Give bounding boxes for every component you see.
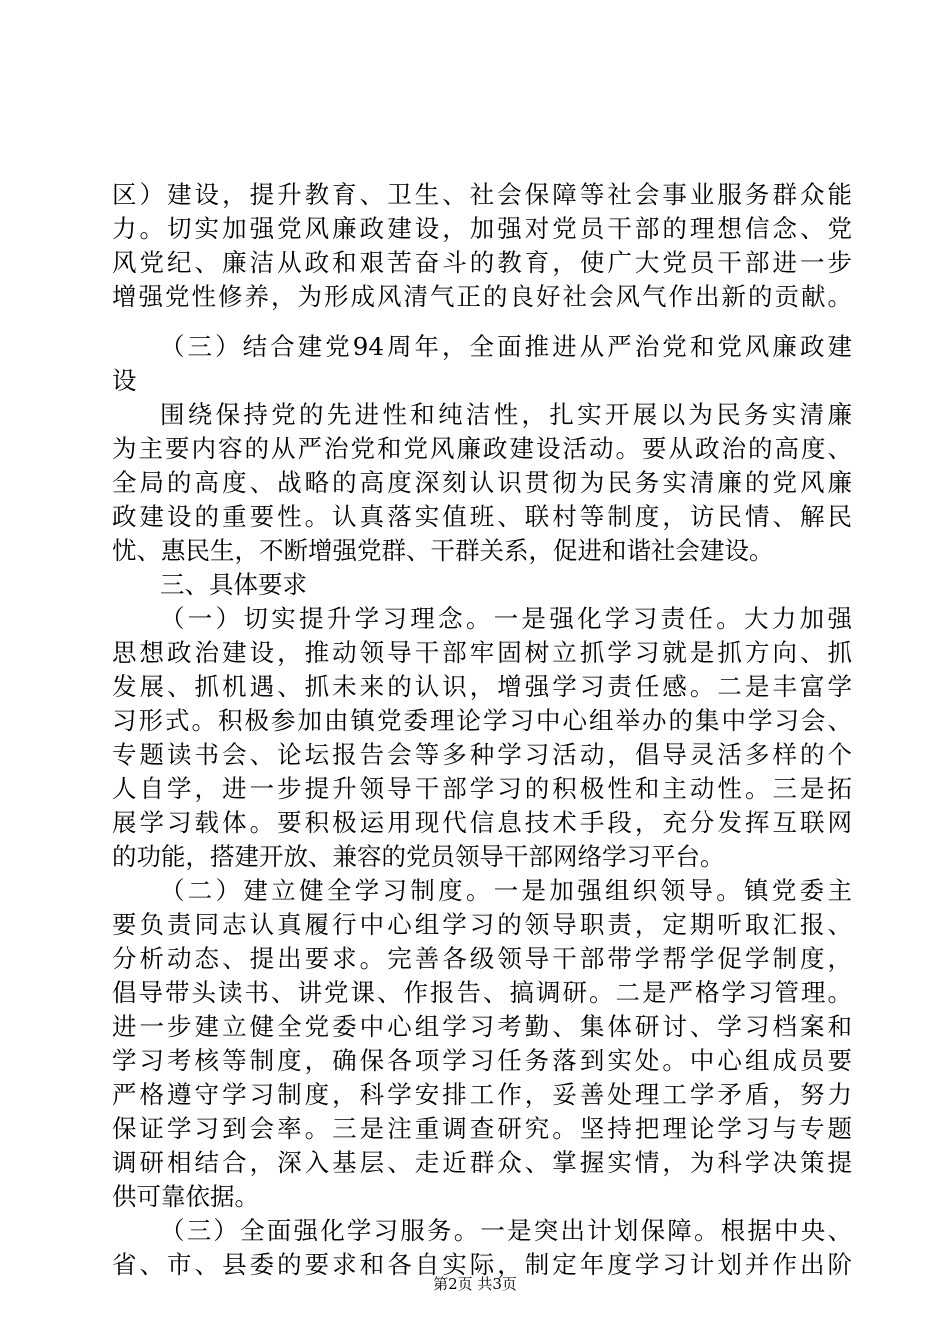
section-heading-continued: 设: [112, 366, 137, 395]
text-line: （一）切实提升学习理念。一是强化学习责任。大力加强: [160, 604, 852, 633]
text-line: 倡导带头读书、讲党课、作报告、搞调研。二是严格学习管理。: [112, 978, 852, 1007]
text-line: 进一步建立健全党委中心组学习考勤、集体研讨、学习档案和: [112, 1012, 852, 1041]
text-line: 风党纪、廉洁从政和艰苦奋斗的教育，使广大党员干部进一步: [112, 248, 852, 277]
text-line: 围绕保持党的先进性和纯洁性，扎实开展以为民务实清廉: [160, 400, 852, 429]
page-number-footer: 第2页 共3页: [433, 1275, 517, 1293]
text-line: 区）建设，提升教育、卫生、社会保障等社会事业服务群众能: [112, 180, 852, 209]
text-line: 调研相结合，深入基层、走近群众、掌握实情，为科学决策提: [112, 1148, 852, 1177]
section-heading: （三）结合建党94周年，全面推进从严治党和党风廉政建: [160, 332, 852, 361]
text-line: 严格遵守学习制度，科学安排工作，妥善处理工学矛盾，努力: [112, 1080, 852, 1109]
text-line: 要负责同志认真履行中心组学习的领导职责，定期听取汇报、: [112, 910, 852, 939]
text-line: 为主要内容的从严治党和党风廉政建设活动。要从政治的高度、: [112, 434, 852, 463]
text-line: 力。切实加强党风廉政建设，加强对党员干部的理想信念、党: [112, 214, 852, 243]
text-line: 学习考核等制度，确保各项学习任务落到实处。中心组成员要: [112, 1046, 852, 1075]
text-line: （三）全面强化学习服务。一是突出计划保障。根据中央、: [160, 1216, 852, 1245]
text-line: （二）建立健全学习制度。一是加强组织领导。镇党委主: [160, 876, 852, 905]
text-line: 全局的高度、战略的高度深刻认识贯彻为民务实清廉的党风廉: [112, 468, 852, 497]
text-line: 保证学习到会率。三是注重调查研究。坚持把理论学习与专题: [112, 1114, 852, 1143]
text-line: 供可靠依据。: [112, 1182, 259, 1211]
text-line: 政建设的重要性。认真落实值班、联村等制度，访民情、解民: [112, 502, 852, 531]
text-line: 忧、惠民生，不断增强党群、干群关系，促进和谐社会建设。: [112, 536, 774, 565]
text-line: 展学习载体。要积极运用现代信息技术手段，充分发挥互联网: [112, 808, 852, 837]
text-line: 人自学，进一步提升领导干部学习的积极性和主动性。三是拓: [112, 774, 852, 803]
text-line: 分析动态、提出要求。完善各级领导干部带学帮学促学制度，: [112, 944, 852, 973]
text-line: 的功能，搭建开放、兼容的党员领导干部网络学习平台。: [112, 842, 725, 871]
text-line: 发展、抓机遇、抓未来的认识，增强学习责任感。二是丰富学: [112, 672, 852, 701]
text-line: 省、市、县委的要求和各自实际，制定年度学习计划并作出阶: [112, 1250, 852, 1279]
text-line: 增强党性修养，为形成风清气正的良好社会风气作出新的贡献。: [112, 282, 852, 311]
text-line: 思想政治建设，推动领导干部牢固树立抓学习就是抓方向、抓: [112, 638, 852, 667]
text-line: 专题读书会、论坛报告会等多种学习活动，倡导灵活多样的个: [112, 740, 852, 769]
section-heading: 三、具体要求: [160, 570, 307, 599]
text-line: 习形式。积极参加由镇党委理论学习中心组举办的集中学习会、: [112, 706, 852, 735]
